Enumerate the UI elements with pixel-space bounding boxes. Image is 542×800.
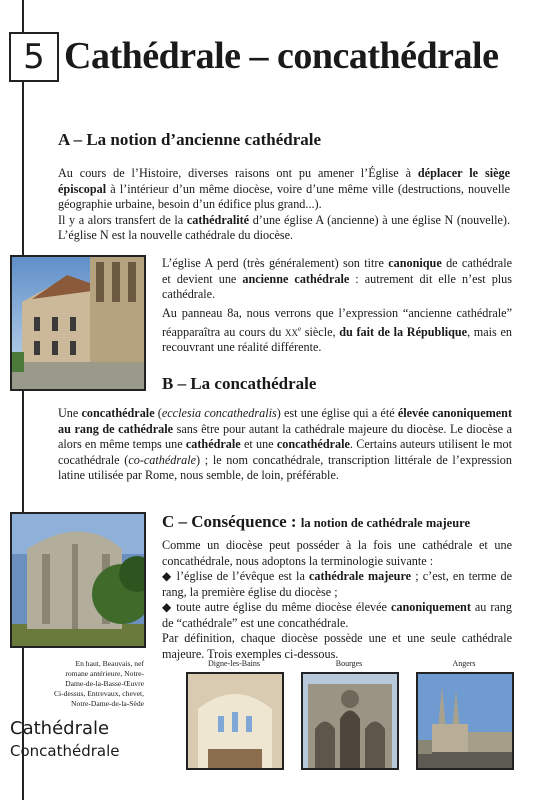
photo-caption: En haut, Beauvais, nef romane antérieure, Notre- Dame-de-la-Basse-Œuvre Ci-dessus, Entrevaux, chevet, Notre-Dame-de-la-Sède	[53, 659, 144, 708]
section-b-paragraph: Une concathédrale (ecclesia concathedralis) est une église qui a été élevée canoniquement au rang de cathédrale sans être pour autant la cathédrale majeure du diocèse. Le diocèse a alors en même temps une cathédrale et une concathédrale. Certains auteurs utilisent le mot cocathédrale (co-cathédrale) ; le nom concathédrale, transcription littérale de l’expression latine utilisée par Rome, nous semble, de loin, préférable.	[58, 406, 513, 482]
vertical-rule	[22, 0, 24, 800]
section-c-heading: C – Conséquence : la notion de cathédrale majeure	[162, 512, 471, 531]
thumb-label-angers: Angers	[452, 659, 476, 668]
section-c-intro: Comme un diocèse peut posséder à la fois une cathédrale et une concathédrale, nous adoptons la terminologie suivante :	[162, 538, 512, 568]
entrevaux-photo	[10, 512, 146, 648]
section-a-paragraph-2: L’église A perd (très généralement) son titre canonique de cathédrale et devient une ancienne cathédrale : autrement dit elle n’est plus cathédrale.	[162, 256, 513, 301]
bourges-photo	[301, 672, 399, 770]
section-a-paragraph-1: Au cours de l’Histoire, diverses raisons ont pu amener l’Église à déplacer le siège épiscopal à l’intérieur d’un même diocèse, voire d’une même ville (destructions, nouvelle géographie urbaine, besoin d’un édifice plus grand...). Il y a alors transfert de la cathédralité d’une église A (ancienne) à une église N (nouvelle). L’église N est la nouvelle cathédrale du diocèse.	[58, 166, 510, 242]
section-a-heading: A – La notion d’ancienne cathédrale	[58, 130, 322, 149]
section-c-item-2: ◆ toute autre église du même diocèse élevée canoniquement au rang de “cathédrale” est une concathédrale.	[162, 600, 512, 630]
panel-number: 5	[9, 32, 59, 82]
section-c-text	[162, 538, 512, 662]
footer-keyword-concathedrale: Concathédrale	[10, 742, 120, 760]
thumb-label-digne: Digne-les-Bains	[208, 659, 260, 668]
footer-keyword-cathedrale: Cathédrale	[10, 718, 110, 739]
section-b-heading: B – La concathédrale	[162, 374, 317, 393]
section-c-conclusion: Par définition, chaque diocèse possède une et une seule cathédrale majeure. Trois exemples ci-dessous.	[162, 631, 512, 661]
thumb-label-bourges: Bourges	[335, 659, 363, 668]
page-title: Cathédrale – concathédrale	[64, 35, 499, 77]
section-a-paragraph-3: Au panneau 8a, nous verrons que l’expression “ancienne cathédrale” réapparaîtra au cours du $xx^e$ siècle, du fait de la République, mais en recouvrant une réalité différente.	[162, 306, 512, 355]
digne-photo	[186, 672, 284, 770]
beauvais-photo	[10, 255, 146, 391]
section-c-item-1: ◆ l’église de l’évêque est la cathédrale majeure ; c’est, en terme de rang, la première église du diocèse ;	[162, 569, 512, 599]
angers-photo	[416, 672, 514, 770]
